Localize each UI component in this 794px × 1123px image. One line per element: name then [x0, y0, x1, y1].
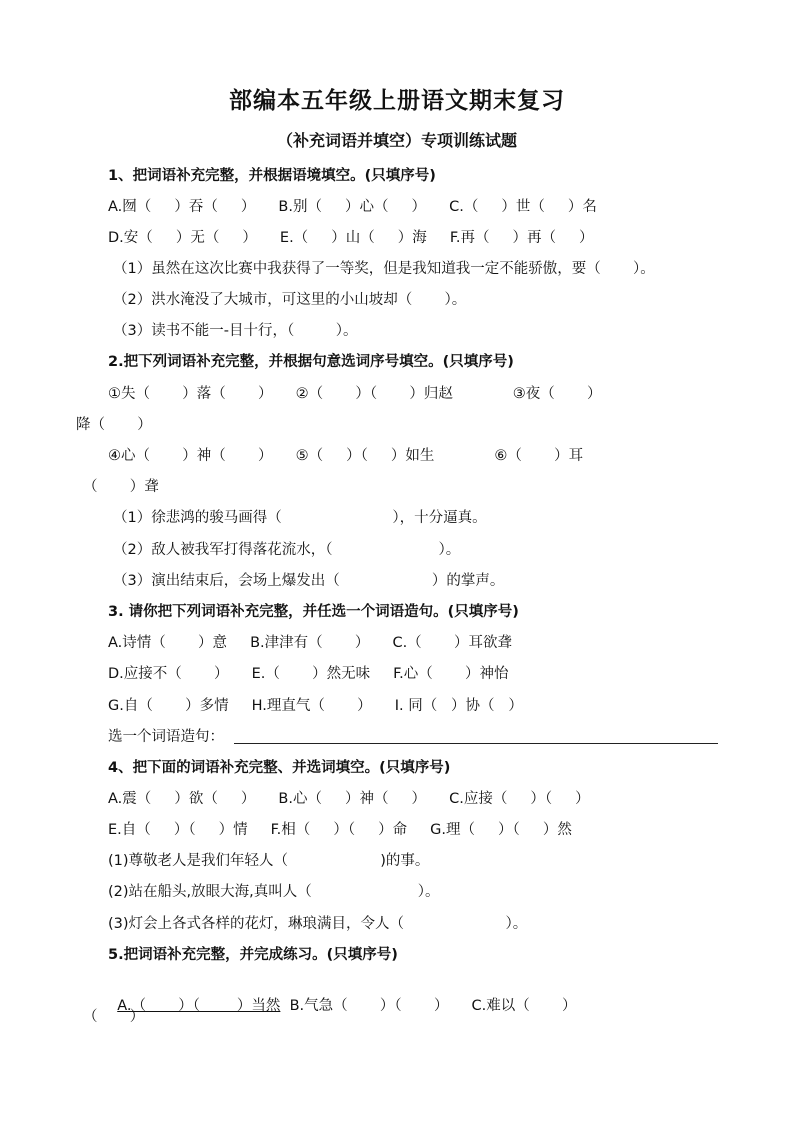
section-4-question-2: (2)站在船头,放眼大海,真叫人（ ）。	[108, 884, 440, 900]
section-2-words-row-1: ①失（ ）落（ ） ②（ ）（ ）归赵 ③夜（ ）	[108, 386, 602, 402]
section-2-question-3: （3）演出结束后，会场上爆发出（ ）的掌声。	[113, 573, 505, 589]
section-2-question-2: （2）敌人被我军打得落花流水，（ ）。	[113, 542, 461, 558]
section-1-question-3: （3）读书不能一-目十行，（ ）。	[113, 323, 358, 339]
page-subtitle: （补充词语并填空）专项训练试题	[276, 131, 517, 150]
section-1-question-1: （1）虽然在这次比赛中我获得了一等奖，但是我知道我一定不能骄傲，要（ ）。	[113, 261, 655, 277]
section-2-words-row-2-wrap: （ ）聋	[83, 479, 159, 495]
section-3-words-row-2: D.应接不（ ） E.（ ）然无味 F.心（ ）神怡	[108, 666, 509, 682]
section-1-words-row-1: A.囫（ ）吞（ ） B.别（ ）心（ ） C.（ ）世（ ）名	[108, 199, 597, 215]
section-4-words-row-1: A.震（ ）欲（ ） B.心（ ）神（ ） C.应接（ ）（ ）	[108, 791, 590, 807]
section-5-words-row-1-wrap: （ ）	[83, 1009, 145, 1025]
section-4-heading: 4、把下面的词语补充完整、并选词填空。(只填序号)	[108, 760, 451, 776]
section-1-heading: 1、把词语补充完整，并根据语境填空。(只填序号)	[108, 168, 436, 184]
section-4-question-3: (3)灯会上各式各样的花灯，琳琅满目，令人（ ）。	[108, 916, 528, 932]
sentence-prompt: 选一个词语造句：	[108, 729, 224, 745]
section-3-words-row-3: G.自（ ）多情 H.理直气（ ） I. 同（ ）协（ ）	[108, 698, 523, 714]
section-2-heading: 2.把下列词语补充完整，并根据句意选词序号填空。(只填序号)	[108, 354, 514, 370]
section-3-heading: 3. 请你把下列词语补充完整，并任选一个词语造句。(只填序号)	[108, 604, 519, 620]
section-5-word-b-c: B.气急（ ）（ ） C.难以（ ）	[280, 998, 577, 1014]
section-1-question-2: （2）洪水淹没了大城市，可这里的小山坡却（ ）。	[113, 292, 467, 308]
section-5-word-a: A.（ ）（ ）当然	[117, 998, 281, 1014]
sentence-answer-line	[234, 743, 718, 744]
section-2-question-1: （1）徐悲鸿的骏马画得（ ），十分逼真。	[113, 510, 487, 526]
section-1-words-row-2: D.安（ ）无（ ） E.（ ）山（ ）海 F.再（ ）再（ ）	[108, 230, 594, 246]
section-2-words-row-1-wrap: 降（ ）	[76, 417, 152, 433]
section-4-words-row-2: E.自（ ）（ ）情 F.相（ ）（ ）命 G.理（ ）（ ）然	[108, 822, 572, 838]
page-title: 部编本五年级上册语文期末复习	[229, 88, 565, 114]
section-5-words-row-1	[108, 976, 577, 1016]
section-3-words-row-1: A.诗情（ ）意 B.津津有（ ） C.（ ）耳欲聋	[108, 635, 512, 651]
section-5-heading: 5.把词语补充完整，并完成练习。(只填序号)	[108, 947, 398, 963]
section-2-words-row-2: ④心（ ）神（ ） ⑤（ ）（ ）如生 ⑥（ ）耳	[108, 448, 584, 464]
section-4-question-1: (1)尊敬老人是我们年轻人（ )的事。	[108, 853, 430, 869]
